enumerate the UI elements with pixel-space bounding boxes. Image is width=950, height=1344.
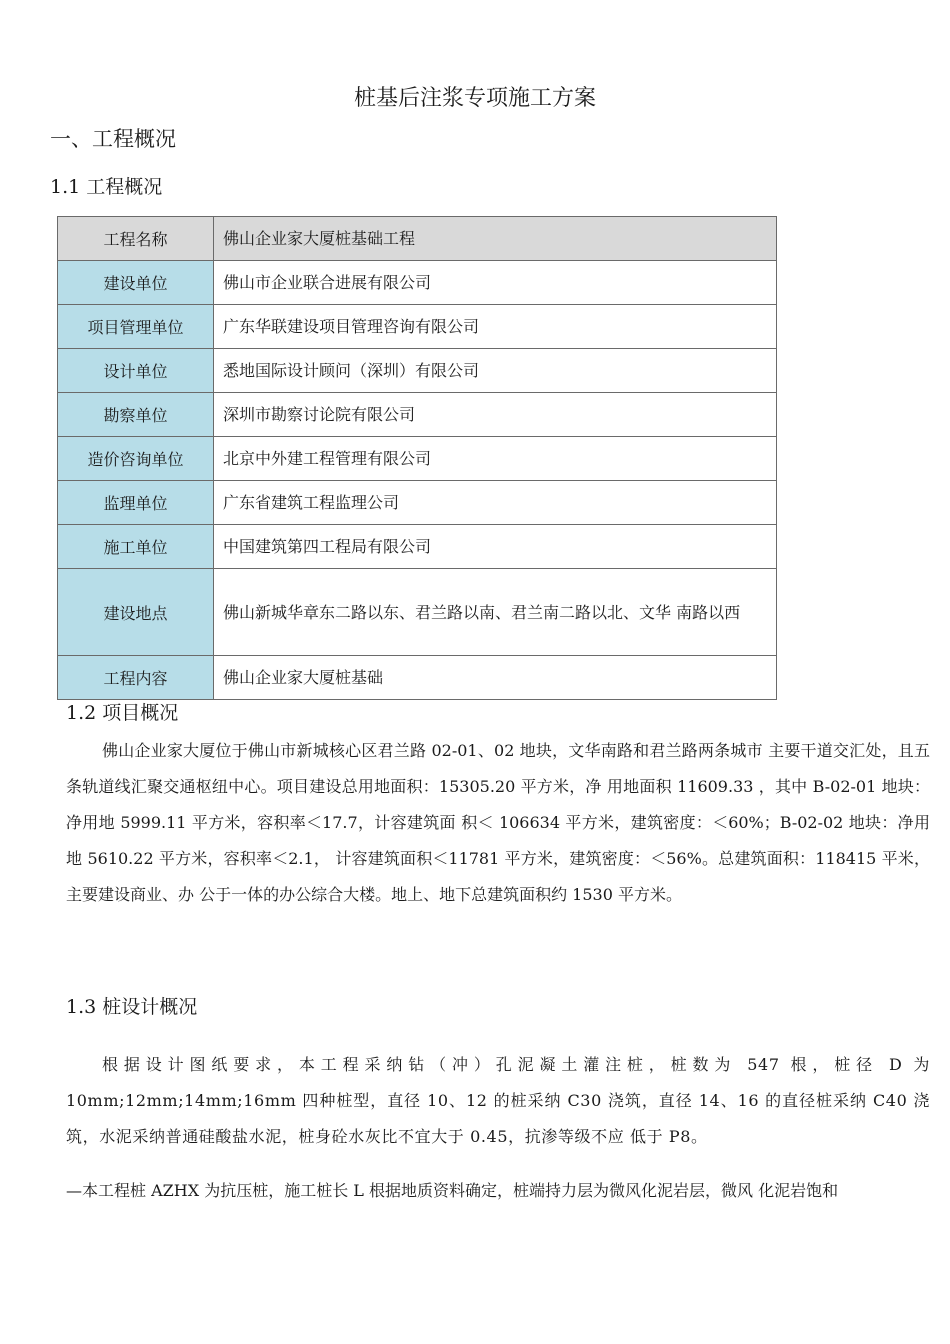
row-value: 佛山市企业联合进展有限公司: [214, 261, 777, 305]
row-value: 佛山企业家大厦桩基础: [214, 656, 777, 700]
row-label: 勘察单位: [58, 393, 214, 437]
row-label: 建设单位: [58, 261, 214, 305]
row-value: 广东华联建设项目管理咨询有限公司: [214, 305, 777, 349]
row-value: 中国建筑第四工程局有限公司: [214, 525, 777, 569]
subsection-heading-1-1: 1.1 工程概况: [50, 176, 163, 198]
row-value: 深圳市勘察讨论院有限公司: [214, 393, 777, 437]
project-overview-paragraph: 佛山企业家大厦位于佛山市新城核心区君兰路 02-01、02 地块，文华南路和君兰路两条城市 主要干道交汇处，且五条轨道线汇聚交通枢纽中心。项目建设总用地面积：15305.20 平方米，净 用地面积 11609.33 ，其中 B-02-01 地块：净用地 5999.11 平方米，容积率＜17.7，计容建筑面 积＜ 106634 平方米，建筑密度：＜60%；B-02-02 地块：净用地 5610.22 平方米，容积率＜2.1， 计容建筑面积＜11781 平方米，建筑密度：＜56%。总建筑面积：118415 平米，主要建设商业、办 公于一体的办公综合大楼。地上、地下总建筑面积约 1530 平方米。: [66, 741, 930, 904]
pile-design-paragraph: 根据设计图纸要求，本工程采纳钻（冲）孔泥凝土灌注桩，桩数为 547 根，桩径 D 为 10mm;12mm;14mm;16mm 四种桩型，直径 10、12 的桩采纳 C30 浇筑，直径 14、16 的直径桩采纳 C40 浇筑，水泥采纳普通硅酸盐水泥，桩身砼水灰比不宜大于 0.45，抗渗等级不应 低于 P8。: [66, 1055, 930, 1146]
table-row: [58, 349, 777, 393]
row-label: 工程内容: [58, 656, 214, 700]
table-row: [58, 525, 777, 569]
row-label: 监理单位: [58, 481, 214, 525]
table-row: [58, 393, 777, 437]
row-value: 广东省建筑工程监理公司: [214, 481, 777, 525]
row-label: 工程名称: [58, 217, 214, 261]
table-row: [58, 305, 777, 349]
page-title: 桩基后注浆专项施工方案: [353, 86, 596, 111]
table-row: [58, 481, 777, 525]
row-value: 佛山企业家大厦桩基础工程: [214, 217, 777, 261]
table-row: [58, 437, 777, 481]
row-value: 佛山新城华章东二路以东、君兰路以南、君兰南二路以北、文华 南路以西: [214, 569, 777, 656]
row-value: 北京中外建工程管理有限公司: [214, 437, 777, 481]
table-row: [58, 569, 777, 656]
subsection-heading-1-2: 1.2 项目概况: [66, 702, 179, 724]
row-value: 悉地国际设计顾问（深圳）有限公司: [214, 349, 777, 393]
subsection-heading-1-3: 1.3 桩设计概况: [66, 996, 198, 1018]
pile-design-paragraph-2: —本工程桩 AZHX 为抗压桩，施工桩长 L 根据地质资料确定，桩端持力层为微风化泥岩层，微风 化泥岩饱和: [66, 1181, 839, 1200]
table-row: [58, 261, 777, 305]
section-heading-1: 一、工程概况: [50, 127, 176, 151]
row-label: 造价咨询单位: [58, 437, 214, 481]
table-row: [58, 656, 777, 700]
table-row: [58, 217, 777, 261]
row-label: 施工单位: [58, 525, 214, 569]
row-label: 设计单位: [58, 349, 214, 393]
project-info-table: [57, 216, 777, 700]
row-label: 项目管理单位: [58, 305, 214, 349]
row-label: 建设地点: [58, 569, 214, 656]
